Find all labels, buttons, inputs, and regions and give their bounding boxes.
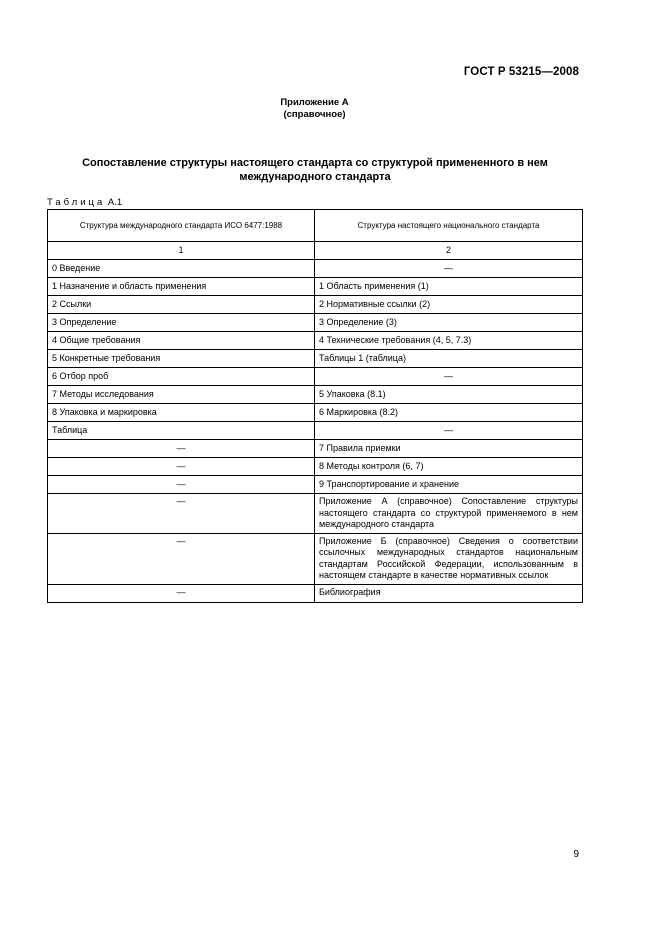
table-cell-international: 2 Ссылки xyxy=(48,296,315,314)
column-number-row xyxy=(48,242,583,260)
table-cell-national: 6 Маркировка (8.2) xyxy=(315,404,583,422)
table-cell-international: — xyxy=(48,494,315,534)
table-row xyxy=(48,314,583,332)
table-cell-international: 8 Упаковка и маркировка xyxy=(48,404,315,422)
heading-line-1: Сопоставление структуры настоящего стандарта со структурой примененного в нем xyxy=(82,157,548,169)
table-label xyxy=(47,197,122,208)
table-row xyxy=(48,296,583,314)
column-header-international: Структура международного стандарта ИСО 6477:1988 xyxy=(48,210,315,242)
table-cell-national: 1 Область применения (1) xyxy=(315,278,583,296)
comparison-table xyxy=(47,209,583,603)
table-label-number: А.1 xyxy=(107,197,123,208)
table-row xyxy=(48,533,583,584)
table-cell-national: Библиография xyxy=(315,584,583,602)
table-cell-international: — xyxy=(48,458,315,476)
appendix-title: Приложение А xyxy=(280,97,349,108)
table-cell-national: — xyxy=(315,368,583,386)
appendix-type: (справочное) xyxy=(283,109,346,120)
page-number: 9 xyxy=(573,849,579,860)
table-cell-national: 2 Нормативные ссылки (2) xyxy=(315,296,583,314)
table-cell-national: 3 Определение (3) xyxy=(315,314,583,332)
table-cell-national: 5 Упаковка (8.1) xyxy=(315,386,583,404)
table-cell-national: — xyxy=(315,260,583,278)
table-cell-international: 1 Назначение и область применения xyxy=(48,278,315,296)
table-cell-international: 3 Определение xyxy=(48,314,315,332)
table-cell-national: Приложение А (справочное) Сопоставление структуры настоящего стандарта со структурой применяемого в нем международного стандарта xyxy=(315,494,583,534)
table-cell-national: 9 Транспортирование и хранение xyxy=(315,476,583,494)
table-row xyxy=(48,458,583,476)
table-cell-international: — xyxy=(48,476,315,494)
table-cell-national: — xyxy=(315,422,583,440)
table-row xyxy=(48,440,583,458)
section-heading xyxy=(60,156,570,184)
table-cell-international: 5 Конкретные требования xyxy=(48,350,315,368)
appendix-caption xyxy=(0,97,629,121)
table-row xyxy=(48,494,583,534)
table-row xyxy=(48,422,583,440)
table-header-row xyxy=(48,210,583,242)
table-row xyxy=(48,584,583,602)
column-number-2: 2 xyxy=(315,242,583,260)
table-cell-international: 0 Введение xyxy=(48,260,315,278)
column-number-1: 1 xyxy=(48,242,315,260)
table-cell-international: — xyxy=(48,440,315,458)
heading-line-2: международного стандарта xyxy=(239,171,391,183)
table-row xyxy=(48,350,583,368)
column-header-national: Структура настоящего национального стандарта xyxy=(315,210,583,242)
table-row xyxy=(48,278,583,296)
table-cell-international: 7 Методы исследования xyxy=(48,386,315,404)
table-row xyxy=(48,368,583,386)
table-cell-international: Таблица xyxy=(48,422,315,440)
table-cell-national: Приложение Б (справочное) Сведения о соответствии ссылочных международных стандартов национальным стандартам Российской Федерации, использованным в настоящем стандарте в качестве нормативных ссылок xyxy=(315,533,583,584)
table-cell-international: — xyxy=(48,533,315,584)
table-cell-international: 6 Отбор проб xyxy=(48,368,315,386)
table-cell-national: 8 Методы контроля (6, 7) xyxy=(315,458,583,476)
table-row xyxy=(48,386,583,404)
table-row xyxy=(48,332,583,350)
table-label-word: Таблица xyxy=(47,197,106,208)
table-row xyxy=(48,260,583,278)
table-row xyxy=(48,404,583,422)
table-cell-national: 7 Правила приемки xyxy=(315,440,583,458)
document-code: ГОСТ Р 53215—2008 xyxy=(463,66,579,78)
table-cell-international: — xyxy=(48,584,315,602)
table-cell-international: 4 Общие требования xyxy=(48,332,315,350)
table-row xyxy=(48,476,583,494)
table-cell-national: 4 Технические требования (4, 5, 7.3) xyxy=(315,332,583,350)
table-cell-national: Таблицы 1 (таблица) xyxy=(315,350,583,368)
